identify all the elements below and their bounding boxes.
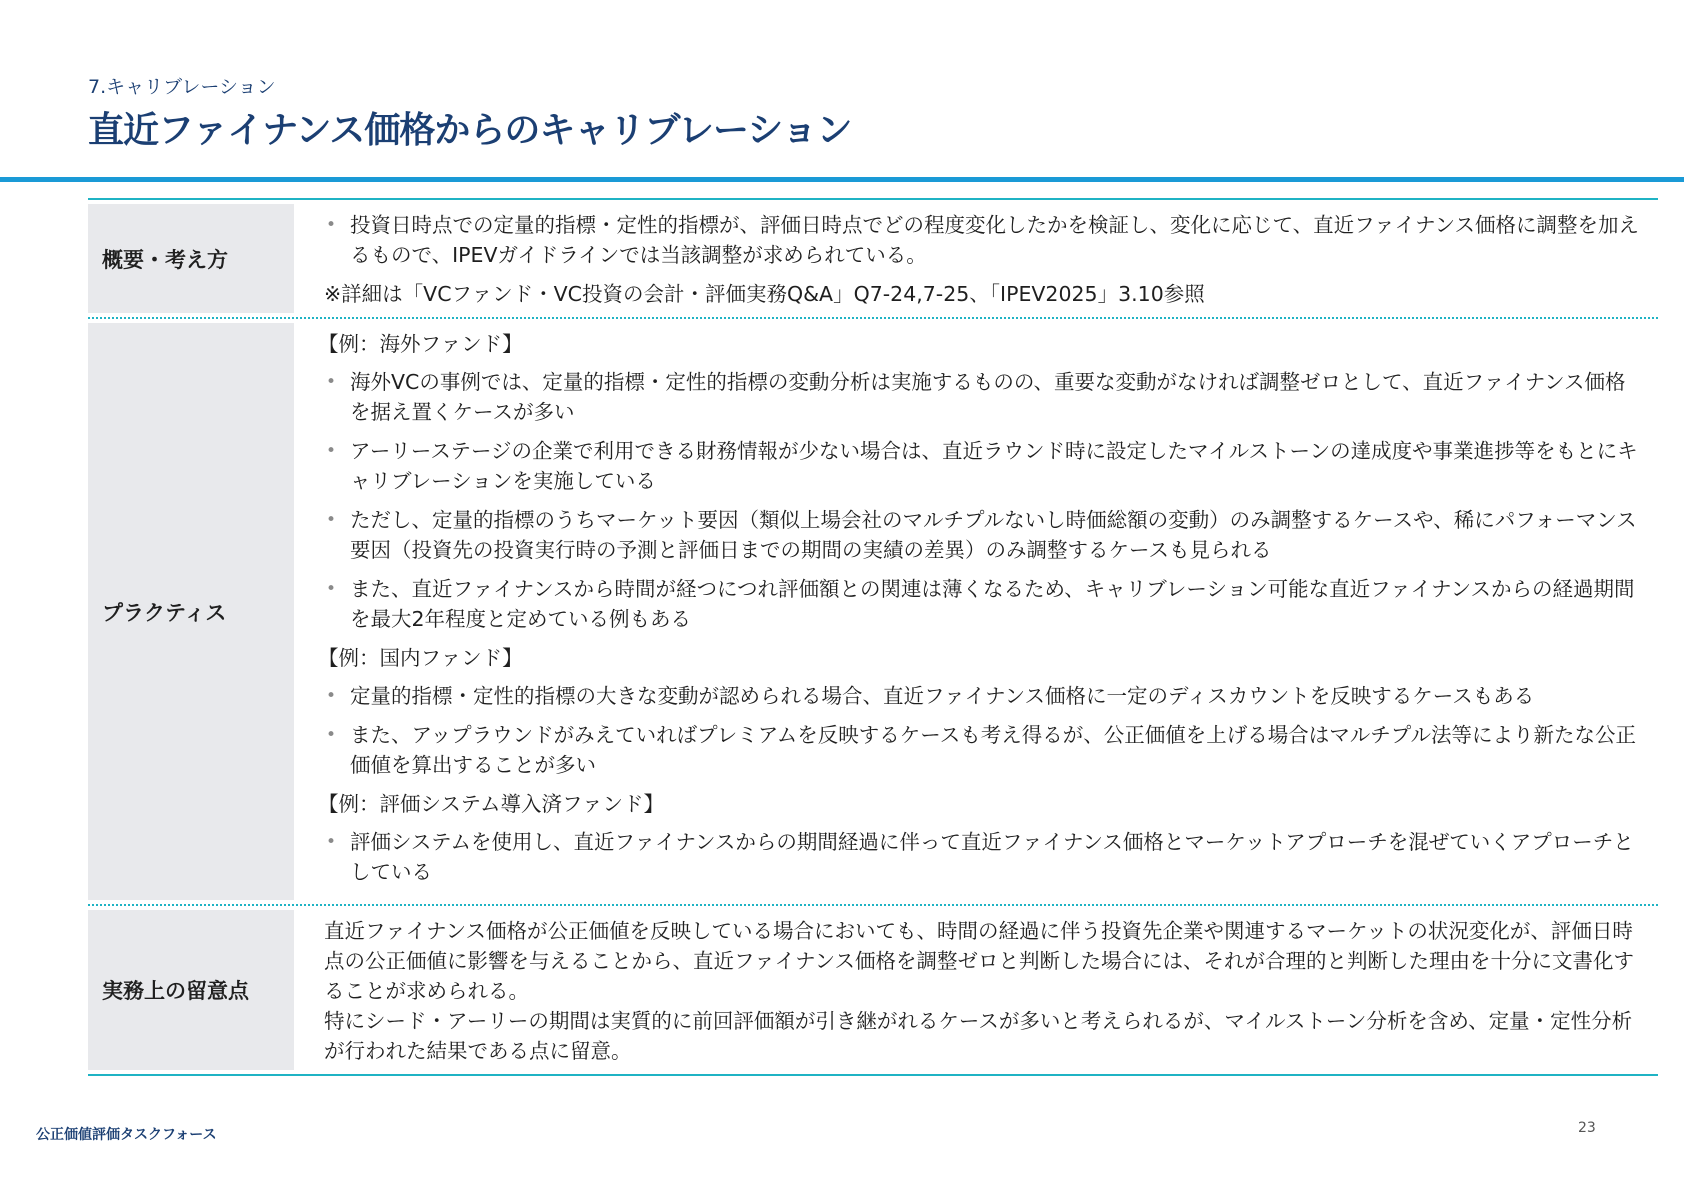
caution-paragraph: 直近ファイナンス価格が公正価値を反映している場合においても、時間の経過に伴う投資先企業や関連するマーケットの状況変化が、評価日時点の公正価値に影響を与えることから、直近ファイナンス価格を調整ゼロと判断した場合には、それが合理的と判断した理由を十分に文書化することが求められる。 — [324, 919, 1634, 1003]
footer-organization: 公正価値評価タスクフォース — [36, 1127, 217, 1143]
reference-note: ※詳細は「VCファンド・VC投資の会計・評価実務Q&A」Q7-24,7-25、「IPEV2025」3.10参照 — [324, 282, 1205, 306]
content-table — [88, 198, 1658, 1076]
page-title: 直近ファイナンス価格からのキャリブレーション — [88, 110, 852, 151]
bullet-item: • 評価システムを使用し、直近ファイナンスからの期間経過に伴って直近ファイナンス価格とマーケットアプローチを混ぜていくアプローチとしている — [324, 827, 1646, 887]
table-row-overview — [88, 200, 1658, 317]
row-label-caution: 実務上の留意点 — [88, 910, 294, 1070]
page-number: 23 — [1578, 1120, 1596, 1136]
bullet-item: • 投資日時点での定量的指標・定性的指標が、評価日時点でどの程度変化したかを検証し、変化に応じて、直近ファイナンス価格に調整を加えるもので、IPEVガイドラインでは当該調整が求められている。 — [324, 210, 1646, 270]
example-heading-valuation-system: 【例：評価システム導入済ファンド】 — [318, 792, 665, 816]
bullet-item: • アーリーステージの企業で利用できる財務情報が少ない場合は、直近ラウンド時に設定したマイルストーンの達成度や事業進捗等をもとにキャリブレーションを実施している — [324, 436, 1646, 496]
row-content-practice — [294, 319, 1658, 904]
row-label-practice: プラクティス — [88, 323, 294, 900]
example-heading-overseas: 【例：海外ファンド】 — [318, 332, 523, 356]
breadcrumb: 7.キャリブレーション — [88, 76, 276, 98]
example-heading-domestic: 【例：国内ファンド】 — [318, 646, 523, 670]
bullet-item: • ただし、定量的指標のうちマーケット要因（類似上場会社のマルチプルないし時価総額の変動）のみ調整するケースや、稀にパフォーマンス要因（投資先の投資実行時の予測と評価日までの期間の実績の差異）のみ調整するケースも見られる — [324, 505, 1646, 565]
bullet-item: • 定量的指標・定性的指標の大きな変動が認められる場合、直近ファイナンス価格に一定のディスカウントを反映するケースもある — [324, 681, 1646, 711]
row-label-overview: 概要・考え方 — [88, 204, 294, 313]
header-divider — [0, 177, 1684, 182]
table-row-practice — [88, 317, 1658, 904]
bullet-item: • また、直近ファイナンスから時間が経つにつれ評価額との関連は薄くなるため、キャリブレーション可能な直近ファイナンスからの経過期間を最大2年程度と定めている例もある — [324, 574, 1646, 634]
bullet-item: • また、アップラウンドがみえていればプレミアムを反映するケースも考え得るが、公正価値を上げる場合はマルチプル法等により新たな公正価値を算出することが多い — [324, 720, 1646, 780]
row-content-overview — [294, 200, 1658, 317]
row-content-caution — [294, 906, 1658, 1074]
bullet-item: • 海外VCの事例では、定量的指標・定性的指標の変動分析は実施するものの、重要な変動がなければ調整ゼロとして、直近ファイナンス価格を据え置くケースが多い — [324, 367, 1646, 427]
table-row-caution — [88, 904, 1658, 1074]
caution-paragraph: 特にシード・アーリーの期間は実質的に前回評価額が引き継がれるケースが多いと考えられるが、マイルストーン分析を含め、定量・定性分析が行われた結果である点に留意。 — [324, 1009, 1633, 1063]
